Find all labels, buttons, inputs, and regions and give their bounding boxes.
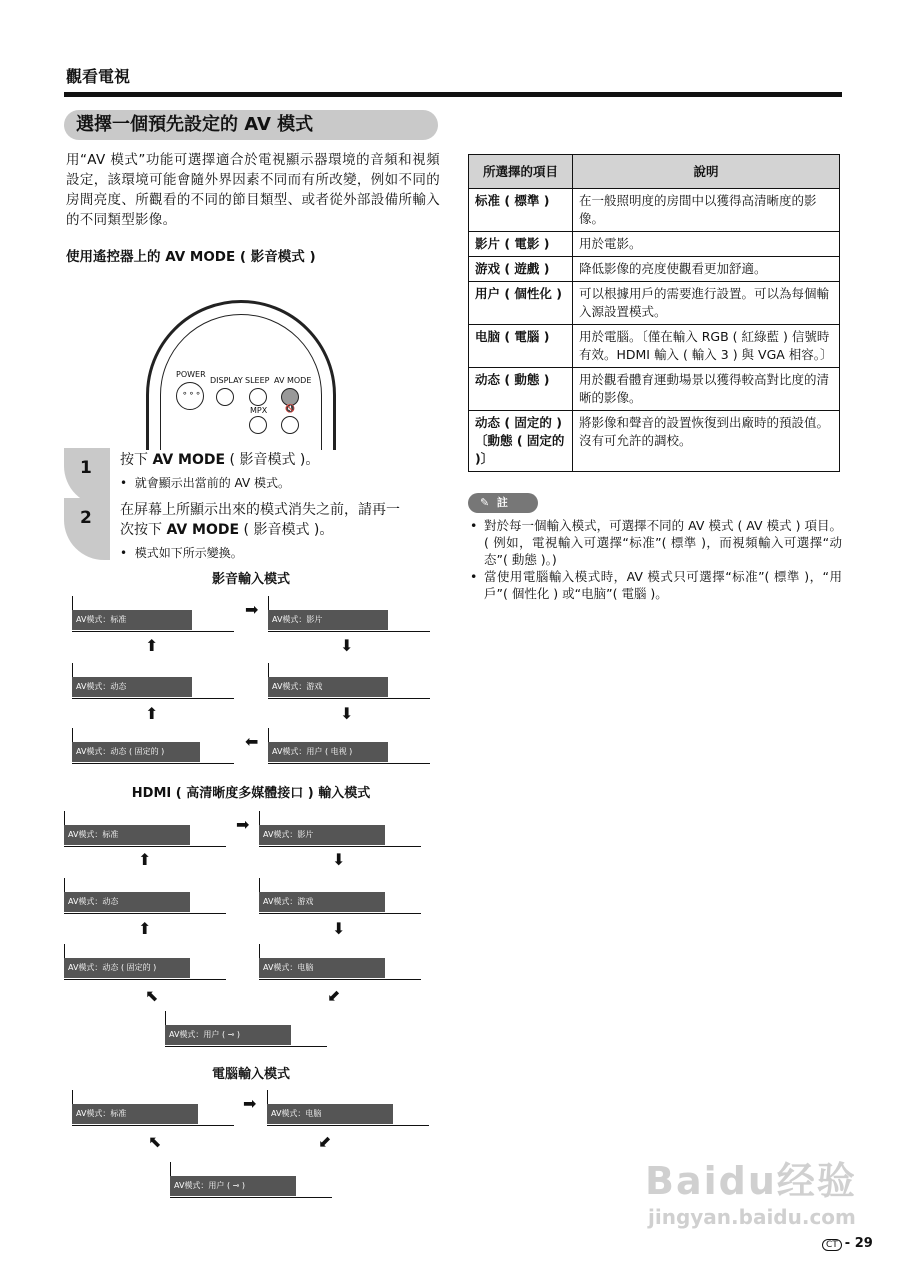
step-1-number: 1 [80,458,92,478]
table-row [469,189,840,232]
baidu-watermark-url: jingyan.baidu.com [648,1205,856,1229]
table-cell-desc: 降低影像的亮度使觀看更加舒適。 [573,257,840,282]
mpx-button [249,416,267,434]
table-row [469,232,840,257]
mute-icon: 🔇 [285,404,295,413]
step-2-text-bold: AV MODE [166,522,240,538]
power-label: POWER [176,370,206,379]
display-label: DISPLAY [210,376,243,385]
table-cell-mode: 动态 ( 動態 ) [469,368,573,411]
pencil-icon: ✎ [480,496,490,509]
pc-flow-title: 電腦輸入模式 [211,1067,290,1082]
arrow-down-icon: ⬇ [340,636,354,655]
arrow-up-icon: ⬆ [138,919,152,938]
arrow-up-icon: ⬆ [138,850,152,869]
table-cell-mode: 游戏 ( 遊戲 ) [469,257,573,282]
arrow-down-left-icon: ⬋ [318,1132,332,1151]
arrow-left-icon: ⬅ [245,732,259,751]
arrow-up-icon: ⬆ [145,636,159,655]
table-cell-desc: 可以根據用戶的需要進行設置。可以為每個輸入源設置模式。 [573,282,840,325]
table-header-desc: 說明 [573,155,840,189]
arrow-up-left-icon: ⬉ [148,1132,162,1151]
arrow-up-left-icon: ⬉ [145,986,159,1005]
step-1-text-post: ( 影音模式 )。 [225,452,320,468]
header-rule [64,92,842,97]
note-badge [468,493,538,513]
sleep-label: SLEEP [245,376,270,385]
table-cell-mode: 动态 ( 固定的 ) 〔動態 ( 固定的 )〕 [469,411,573,472]
baidu-watermark: Baidu经验 [645,1159,857,1203]
table-row [469,257,840,282]
intro-paragraph: 用“AV 模式”功能可選擇適合於電視顯示器環境的音頻和視頻設定，該環境可能會隨外界因素不同而有所改變，例如不同的房間亮度、所觀看的不同的節目類型、或者從外部設備所輸入的不同類型影像。 [66,152,440,228]
arrow-down-icon: ⬇ [332,919,346,938]
note-item: • 當使用電腦輸入模式時，AV 模式只可選擇“标准”( 標準 )，“用戶”( 個性化 ) 或“电脑”( 電腦 )。 [470,568,842,602]
hdmi-flow-title: HDMI ( 高清晰度多媒體接口 ) 輸入模式 [131,786,371,801]
note-list [470,517,842,602]
table-row [469,411,840,472]
step-2-line2 [120,520,333,540]
arrow-down-icon: ⬇ [340,704,354,723]
page-number [822,1236,873,1251]
arrow-up-icon: ⬆ [145,704,159,723]
note-item: • 對於每一個輸入模式，可選擇不同的 AV 模式 ( AV 模式 ) 項目。( 例如，電視輸入可選擇“标准”( 標準 )，而視頻輸入可選擇“动态”( 動態 )。) [470,517,842,568]
remote-subheading: 使用遙控器上的 AV MODE ( 影音模式 ) [66,249,316,265]
table-cell-desc: 用於觀看體育運動場景以獲得較高對比度的清晰的影像。 [573,368,840,411]
table-row [469,368,840,411]
step-2-text-pre: 次按下 [120,522,167,538]
mpx-label: MPX [250,406,268,415]
page-title: 選擇一個預先設定的 AV 模式 [64,110,438,140]
table-header-item: 所選擇的項目 [469,155,573,189]
table-cell-desc: 在一般照明度的房間中以獲得高清晰度的影像。 [573,189,840,232]
page-number-text: - 29 [844,1236,873,1251]
step-2-number: 2 [80,508,92,528]
ct-badge: CT [822,1239,842,1251]
section-header: 觀看電視 [66,67,131,86]
step-1-text [120,450,319,470]
step-2-bullet: • 模式如下所示變換。 [120,546,243,560]
arrow-right-icon: ➡ [243,1094,257,1113]
power-button [176,382,204,410]
av-flow-title: 影音輸入模式 [211,572,290,587]
step-1-bullet: • 就會顯示出當前的 AV 模式。 [120,476,290,490]
step-2-bullet-text: 模式如下所示變換。 [134,546,243,560]
table-cell-desc: 將影像和聲音的設置恢復到出廠時的預設值。沒有可允許的調校。 [573,411,840,472]
avmode-label: AV MODE [274,376,312,385]
table-cell-mode: 用户 ( 個性化 ) [469,282,573,325]
step-2-text-post: ( 影音模式 )。 [239,522,334,538]
arrow-right-icon: ➡ [245,600,259,619]
step-1-bullet-text: 就會顯示出當前的 AV 模式。 [134,476,290,490]
step-2-line1: 在屏幕上所顯示出來的模式消失之前，請再一 [120,502,400,518]
table-cell-mode: 影片 ( 電影 ) [469,232,573,257]
arrow-right-icon: ➡ [236,815,250,834]
power-dots-icon: ∘∘∘ [182,389,202,399]
table-row [469,325,840,368]
remote-illustration [146,300,336,450]
arrow-down-left-icon: ⬋ [327,986,341,1005]
step-1-text-bold: AV MODE [152,452,226,468]
sleep-button [249,388,267,406]
table-cell-desc: 用於電腦。〔僅在輸入 RGB ( 紅綠藍 ) 信號時有效。HDMI 輸入 ( 輸入 3 ) 與 VGA 相容。〕 [573,325,840,368]
step-1-text-pre: 按下 [120,452,153,468]
table-cell-mode: 标准 ( 標準 ) [469,189,573,232]
mute-button [281,416,299,434]
display-button [216,388,234,406]
table-cell-desc: 用於電影。 [573,232,840,257]
mode-table [468,154,840,472]
note-label: 註 [496,496,508,509]
arrow-down-icon: ⬇ [332,850,346,869]
table-row [469,282,840,325]
table-cell-mode: 电脑 ( 電腦 ) [469,325,573,368]
